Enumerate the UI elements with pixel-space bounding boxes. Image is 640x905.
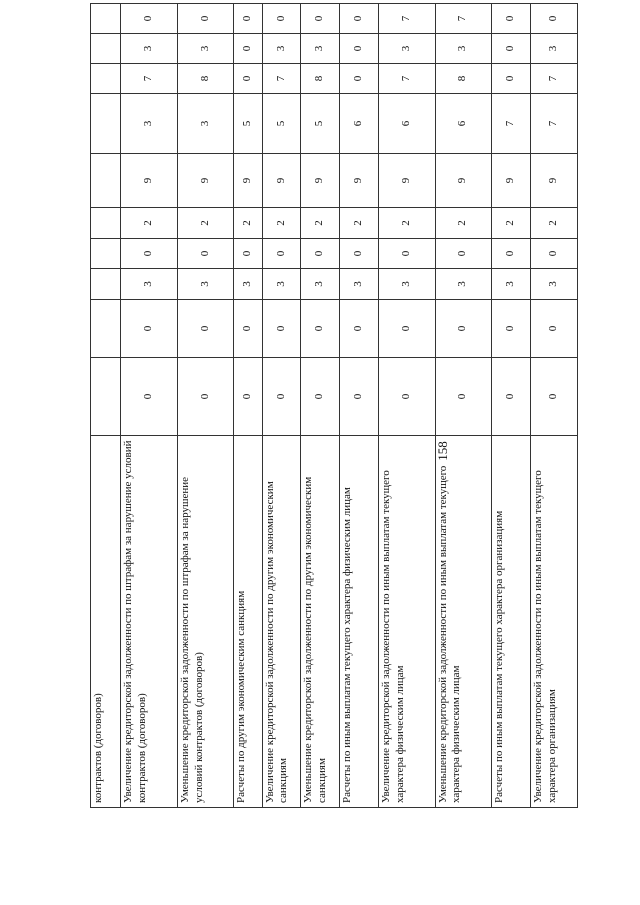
- table-row: [492, 4, 531, 808]
- cell-value: 7: [378, 64, 435, 94]
- cell-value: 8: [301, 64, 340, 94]
- page-number: 158: [435, 441, 450, 461]
- table-row: [177, 4, 234, 808]
- row-label: Увеличение кредиторской задолженности по иным выплатам текущего характера организациям: [530, 436, 577, 808]
- cell-value: 8: [435, 64, 492, 94]
- cell-value: 9: [262, 154, 301, 208]
- cell-value: 0: [121, 239, 178, 269]
- empty-cell: [91, 269, 121, 300]
- cell-value: 0: [530, 4, 577, 34]
- cell-value: 3: [177, 34, 234, 64]
- row-label: Расчеты по иным выплатам текущего характера физическим лицам: [340, 436, 379, 808]
- cell-value: 9: [301, 154, 340, 208]
- rotated-table-container: [90, 15, 578, 808]
- cell-value: 0: [492, 4, 531, 34]
- cell-value: 3: [492, 269, 531, 300]
- empty-cell: [91, 358, 121, 436]
- cell-value: 0: [262, 300, 301, 358]
- cell-value: 0: [301, 4, 340, 34]
- empty-cell: [91, 4, 121, 34]
- cell-value: 3: [340, 269, 379, 300]
- table-row: [435, 4, 492, 808]
- cell-value: 0: [492, 358, 531, 436]
- cell-value: 8: [177, 64, 234, 94]
- cell-value: 0: [234, 34, 262, 64]
- cell-value: 3: [121, 34, 178, 64]
- cell-value: 0: [340, 239, 379, 269]
- empty-cell: [91, 208, 121, 239]
- cell-value: 5: [301, 94, 340, 154]
- cell-value: 0: [530, 300, 577, 358]
- table-row: [121, 4, 178, 808]
- row-label: Расчеты по другим экономическим санкциям: [234, 436, 262, 808]
- cell-value: 0: [234, 64, 262, 94]
- row-label: Расчеты по иным выплатам текущего характера организациям: [492, 436, 531, 808]
- cell-value: 0: [492, 300, 531, 358]
- cell-value: 9: [435, 154, 492, 208]
- cell-value: 3: [121, 269, 178, 300]
- row-label: Увеличение кредиторской задолженности по штрафам за нарушение условий контрактов (договоров): [121, 436, 178, 808]
- cell-value: 3: [177, 94, 234, 154]
- cell-value: 0: [340, 34, 379, 64]
- cell-value: 0: [177, 239, 234, 269]
- cell-value: 7: [121, 64, 178, 94]
- cell-value: 0: [492, 34, 531, 64]
- cell-value: 0: [340, 300, 379, 358]
- row-label: контрактов (договоров): [91, 436, 121, 808]
- empty-cell: [91, 34, 121, 64]
- row-label: Увеличение кредиторской задолженности по иным выплатам текущего характера физическим лицам: [378, 436, 435, 808]
- cell-value: 9: [121, 154, 178, 208]
- cell-value: 0: [262, 239, 301, 269]
- cell-value: 2: [530, 208, 577, 239]
- cell-value: 0: [378, 239, 435, 269]
- cell-value: 0: [435, 239, 492, 269]
- empty-cell: [91, 154, 121, 208]
- cell-value: 2: [301, 208, 340, 239]
- cell-value: 0: [378, 358, 435, 436]
- empty-cell: [91, 94, 121, 154]
- cell-value: 0: [234, 358, 262, 436]
- cell-value: 3: [301, 269, 340, 300]
- cell-value: 0: [262, 4, 301, 34]
- cell-value: 3: [234, 269, 262, 300]
- cell-value: 2: [492, 208, 531, 239]
- cell-value: 3: [435, 34, 492, 64]
- cell-value: 2: [262, 208, 301, 239]
- cell-value: 2: [340, 208, 379, 239]
- cell-value: 0: [177, 300, 234, 358]
- cell-value: 0: [301, 239, 340, 269]
- cell-value: 6: [340, 94, 379, 154]
- cell-value: 9: [234, 154, 262, 208]
- cell-value: 0: [177, 358, 234, 436]
- cell-value: 5: [234, 94, 262, 154]
- cell-value: 3: [301, 34, 340, 64]
- cell-value: 0: [301, 300, 340, 358]
- row-label: Уменьшение кредиторской задолженности по иным выплатам текущего характера физическим лицам: [435, 436, 492, 808]
- table-row: [301, 4, 340, 808]
- table-area: [90, 15, 578, 808]
- table-row-header: [91, 4, 121, 808]
- table-row: [340, 4, 379, 808]
- cell-value: 0: [492, 239, 531, 269]
- cell-value: 0: [121, 4, 178, 34]
- row-label: Увеличение кредиторской задолженности по другим экономическим санкциям: [262, 436, 301, 808]
- cell-value: 0: [340, 4, 379, 34]
- cell-value: 0: [530, 358, 577, 436]
- cell-value: 6: [435, 94, 492, 154]
- cell-value: 3: [435, 269, 492, 300]
- cell-value: 0: [340, 64, 379, 94]
- cell-value: 7: [262, 64, 301, 94]
- cell-value: 9: [530, 154, 577, 208]
- cell-value: 2: [121, 208, 178, 239]
- cell-value: 3: [378, 269, 435, 300]
- cell-value: 0: [301, 358, 340, 436]
- cell-value: 0: [234, 239, 262, 269]
- cell-value: 3: [177, 269, 234, 300]
- cell-value: 3: [121, 94, 178, 154]
- cell-value: 2: [177, 208, 234, 239]
- cell-value: 7: [378, 4, 435, 34]
- cell-value: 0: [435, 300, 492, 358]
- table-row: [378, 4, 435, 808]
- empty-cell: [91, 239, 121, 269]
- cell-value: 7: [530, 64, 577, 94]
- cell-value: 0: [177, 4, 234, 34]
- cell-value: 9: [378, 154, 435, 208]
- cell-value: 0: [435, 358, 492, 436]
- empty-cell: [91, 300, 121, 358]
- empty-cell: [91, 64, 121, 94]
- cell-value: 3: [530, 269, 577, 300]
- cell-value: 9: [340, 154, 379, 208]
- table-row: [262, 4, 301, 808]
- cell-value: 7: [435, 4, 492, 34]
- cell-value: 3: [378, 34, 435, 64]
- cell-value: 7: [530, 94, 577, 154]
- cell-value: 0: [234, 300, 262, 358]
- cell-value: 0: [492, 64, 531, 94]
- cell-value: 0: [121, 300, 178, 358]
- cell-value: 2: [435, 208, 492, 239]
- cell-value: 0: [234, 4, 262, 34]
- cell-value: 0: [121, 358, 178, 436]
- row-label: Уменьшение кредиторской задолженности по штрафам за нарушение условий контрактов (договоров): [177, 436, 234, 808]
- cell-value: 5: [262, 94, 301, 154]
- table-row: [530, 4, 577, 808]
- cell-value: 0: [530, 239, 577, 269]
- row-label: Уменьшение кредиторской задолженности по другим экономическим санкциям: [301, 436, 340, 808]
- cell-value: 3: [530, 34, 577, 64]
- cell-value: 0: [378, 300, 435, 358]
- cell-value: 0: [262, 358, 301, 436]
- cell-value: 9: [177, 154, 234, 208]
- cell-value: 2: [234, 208, 262, 239]
- cell-value: 3: [262, 34, 301, 64]
- accounts-table: [90, 3, 578, 808]
- table-row: [234, 4, 262, 808]
- cell-value: 2: [378, 208, 435, 239]
- cell-value: 7: [492, 94, 531, 154]
- cell-value: 9: [492, 154, 531, 208]
- cell-value: 6: [378, 94, 435, 154]
- cell-value: 0: [340, 358, 379, 436]
- cell-value: 3: [262, 269, 301, 300]
